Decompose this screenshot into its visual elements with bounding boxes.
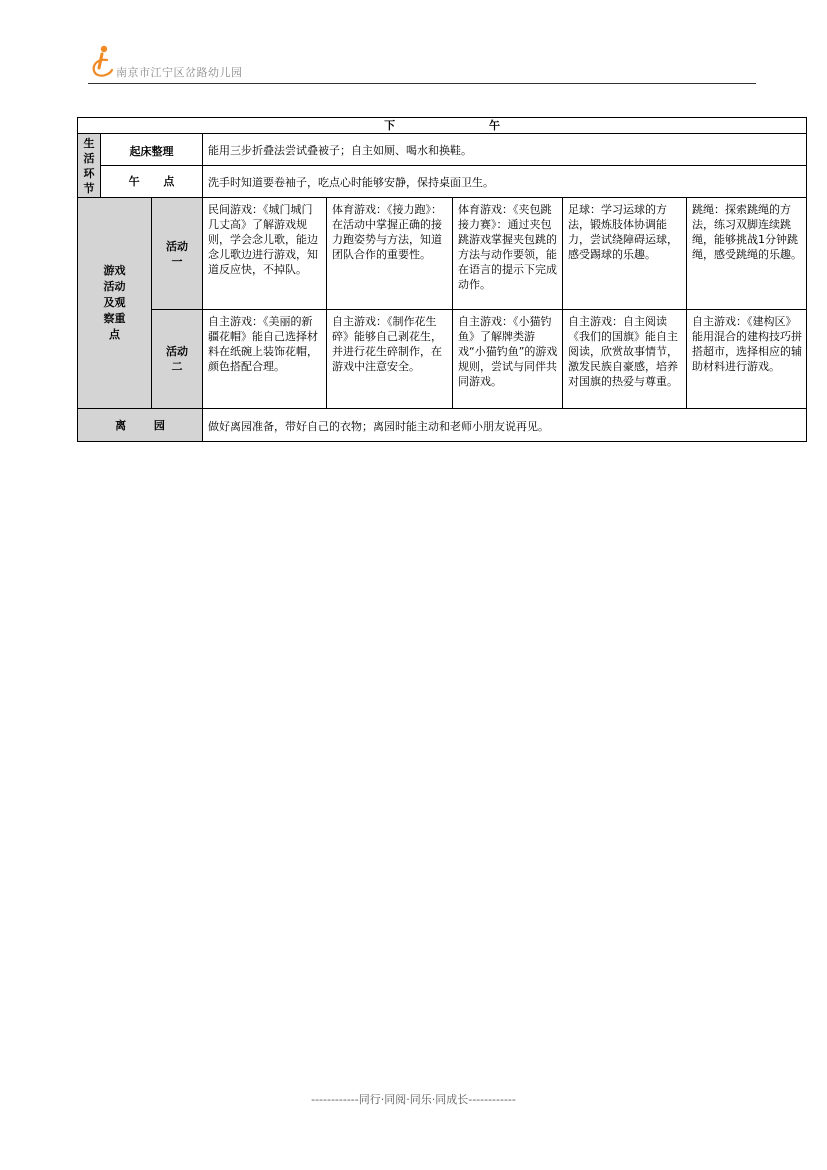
- activity2-label: [152, 310, 203, 409]
- leave-label: 离 园: [78, 409, 203, 442]
- activity1-cell-5: 跳绳：探索跳绳的方法，练习双脚连续跳绳，能够挑战1分钟跳绳，感受跳绳的乐趣。: [687, 198, 807, 310]
- activity1-label: [152, 198, 203, 310]
- activity2-cell-5: 自主游戏：《建构区》能用混合的建构技巧拼搭超市，选择相应的辅助材料进行游戏。: [687, 310, 807, 409]
- life-section-label-text: 生活环节: [83, 136, 95, 195]
- snack-content: 洗手时知道要卷袖子，吃点心时能够安静，保持桌面卫生。: [203, 166, 807, 198]
- page-footer: ------------同行·同阅·同乐·同成长------------: [311, 1093, 516, 1106]
- activity2-cell-4: 自主游戏：自主阅读《我们的国旗》能自主阅读，欣赏故事情节，激发民族自豪感，培养对国旗的热爱与尊重。: [563, 310, 687, 409]
- activity1-cell-2: 体育游戏：《接力跑》：在活动中掌握正确的接力跑姿势与方法，知道团队合作的重要性。: [327, 198, 453, 310]
- activity1-cell-4: 足球：学习运球的方法，锻炼肢体协调能力，尝试绕障碍运球，感受踢球的乐趣。: [563, 198, 687, 310]
- activity1-cell-1: 民间游戏：《城门城门几丈高》了解游戏规则，学会念儿歌，能边念儿歌边进行游戏，知道反应快，不掉队。: [203, 198, 327, 310]
- afternoon-plan-table: [77, 117, 807, 442]
- activity2-cell-1: 自主游戏：《美丽的新疆花帽》能自己选择材料在纸碗上装饰花帽，颜色搭配合理。: [203, 310, 327, 409]
- activity1-label-text: 活动一: [166, 239, 188, 268]
- wake-up-content: 能用三步折叠法尝试叠被子；自主如厕、喝水和换鞋。: [203, 134, 807, 166]
- school-name: 南京市江宁区岔路幼儿园: [116, 66, 243, 79]
- activity2-cell-2: 自主游戏：《制作花生碎》能够自己剥花生，并进行花生碎制作，在游戏中注意安全。: [327, 310, 453, 409]
- games-section-label-text: 游戏活动及观察重点: [103, 264, 126, 341]
- page-header: [88, 44, 758, 84]
- games-section-label: [78, 198, 152, 409]
- snack-label: 午 点: [101, 166, 203, 198]
- activity2-label-text: 活动二: [166, 345, 188, 373]
- school-logo-icon: [88, 44, 116, 78]
- leave-content: 做好离园准备，带好自己的衣物；离园时能主动和老师小朋友说再见。: [203, 409, 807, 442]
- table-title: 下 午: [78, 118, 807, 134]
- header-divider: [88, 83, 756, 84]
- wake-up-label: 起床整理: [101, 134, 203, 166]
- activity2-cell-3: 自主游戏：《小猫钓鱼》了解牌类游戏“小猫钓鱼”的游戏规则，尝试与同伴共同游戏。: [453, 310, 563, 409]
- activity1-cell-3: 体育游戏：《夹包跳接力赛》：通过夹包跳游戏掌握夹包跳的方法与动作要领，能在语言的提示下完成动作。: [453, 198, 563, 310]
- life-section-label: [78, 134, 101, 198]
